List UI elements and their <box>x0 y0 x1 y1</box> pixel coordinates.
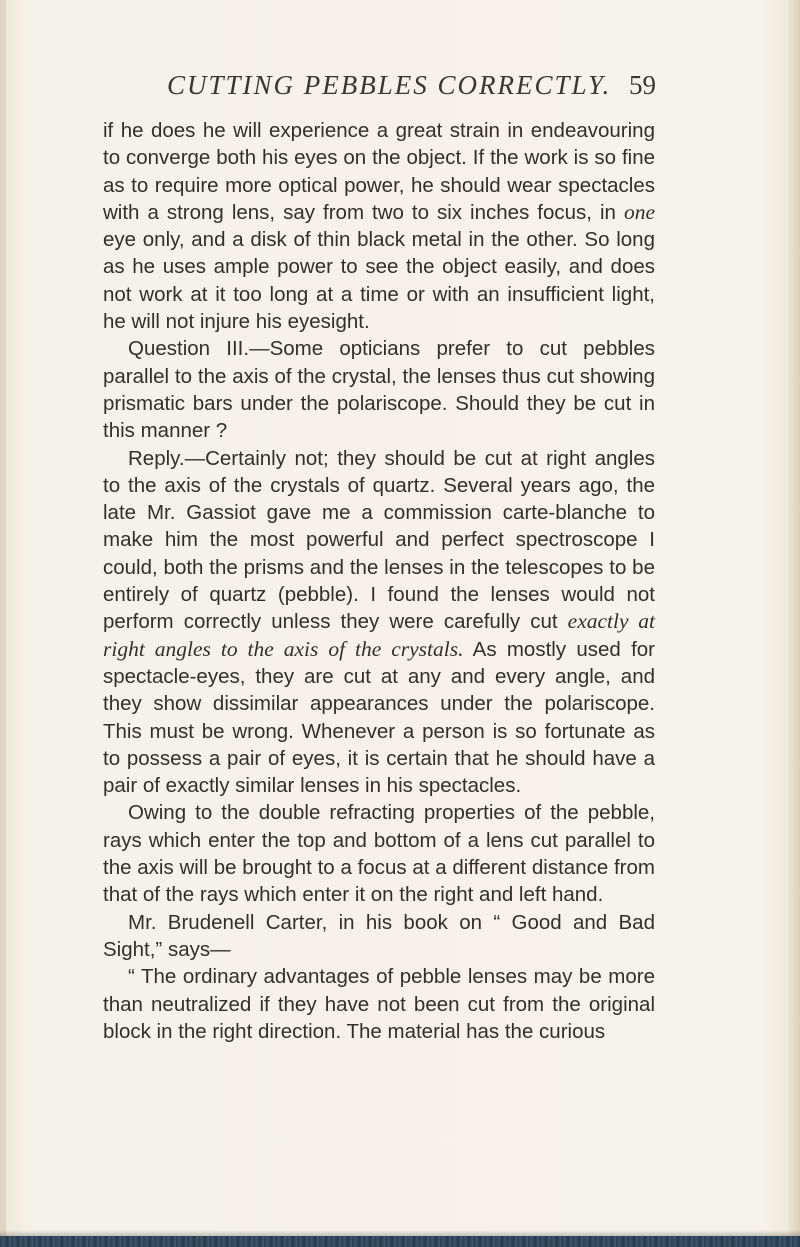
paragraph-reply-italic: exactly at right angles to the axis of the crystals. <box>103 609 656 661</box>
running-head-title: CUTTING PEBBLES CORRECTLY. <box>167 70 612 100</box>
page-gutter <box>0 0 6 1247</box>
paragraph-carter: Mr. Brudenell Carter, in his book on “ Good and Bad Sight,” says— <box>103 910 655 961</box>
page-number: 59 <box>629 70 656 100</box>
paragraph-refraction: Owing to the double refracting properties of the pebble, rays which enter the top and bottom of a lens cut parallel to the axis will be brought to a focus at a different distance from that of the rays which enter it on the right and left hand. <box>103 801 655 907</box>
paragraph-question-3: Question III.—Some opticians prefer to cut pebbles parallel to the axis of the crystal, the lenses thus cut showing prismatic bars under the polariscope. Should they be cut in this manner ? <box>103 337 655 443</box>
scan-bottom-band <box>0 1236 800 1247</box>
paragraph-reply-text: Reply.—Certainly not; they should be cut at right angles to the axis of the crystals of quartz. Several years ago, the late Mr. Gassiot gave me a commission carte-blanche to make him the most powerful and perfect spectroscope I could, both the prisms and the lenses in the telescopes to be entirely of quartz (pebble). I found the lenses would not perform correctly unless they were carefully cut <box>103 446 655 634</box>
paragraph-1 <box>103 117 655 335</box>
paragraph-reply-rest: As mostly used for spectacle-eyes, they are cut at any and every angle, and they show dissimilar appearances under the polariscope. This must be wrong. Whenever a person is so fortunate as to possess a pair of eyes, it is certain that he should have a pair of exactly similar lenses in his spectacles. <box>103 637 655 798</box>
paragraph-1-rest: eye only, and a disk of thin black metal in the other. So long as he uses ample power to see the object easily, and does not work at it too long at a time or with an insufficient light, he will not injure his eyesight. <box>103 228 655 334</box>
paragraph-quote: “ The ordinary advantages of pebble lenses may be more than neutralized if they have not been cut from the original block in the right direction. The material has the curious <box>103 965 655 1043</box>
paragraph-reply <box>103 445 655 800</box>
page-fore-edge <box>788 0 800 1247</box>
paragraph-1-italic: one <box>623 199 655 224</box>
paragraph-1-text: if he does he will experience a great strain in endeavouring to converge both his eyes on the object. If the work is so fine as to require more optical power, he should wear spectacles with a strong lens, say from two to six inches focus, in <box>103 119 655 224</box>
body-text <box>103 117 655 1045</box>
running-head <box>167 70 656 110</box>
